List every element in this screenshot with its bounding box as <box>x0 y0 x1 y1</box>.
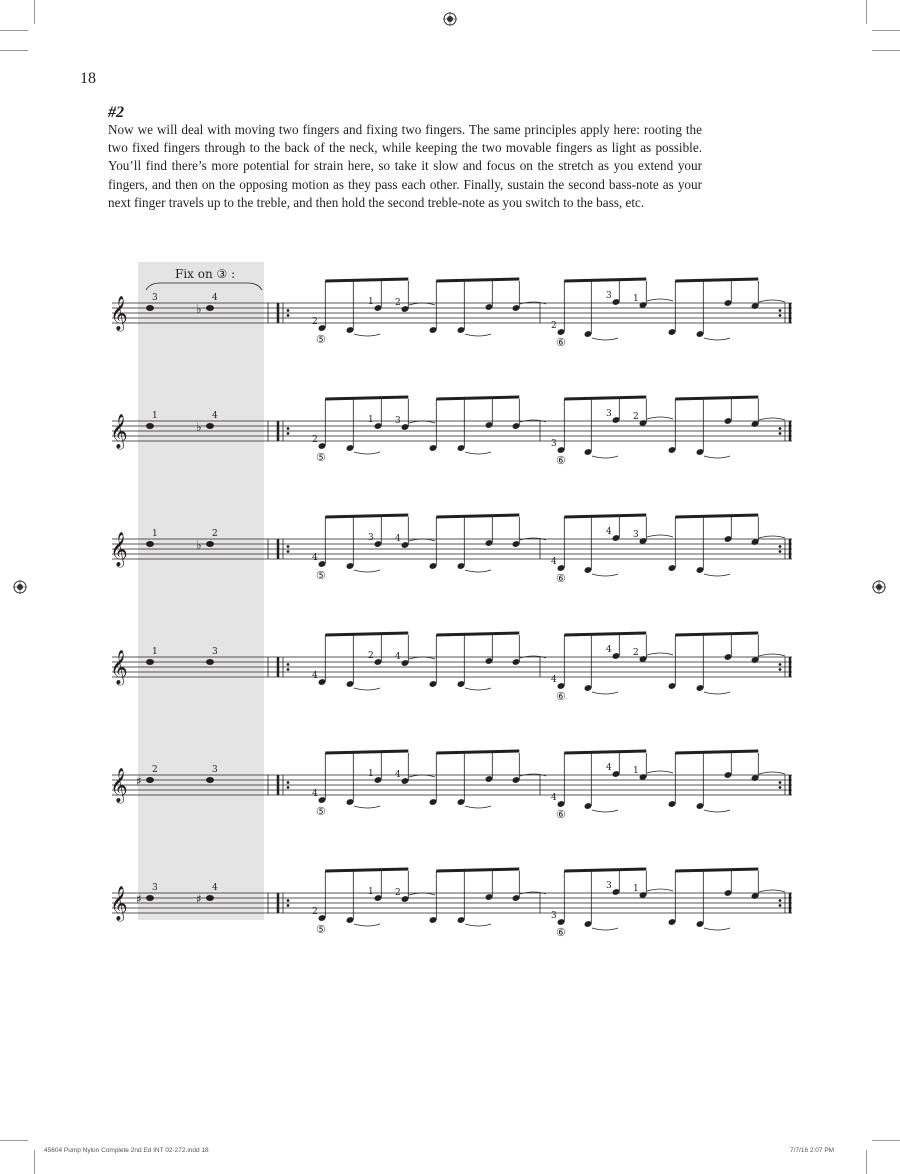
finger-number: 3 <box>212 647 218 657</box>
slug-file-info: 45604 Pump Nylon Complete 2nd Ed INT 02-272.indd 18 <box>44 1147 209 1154</box>
tie <box>647 889 673 891</box>
repeat-dot <box>287 904 290 907</box>
finger-number: 2 <box>395 888 401 898</box>
tie <box>592 574 618 576</box>
tie <box>592 928 618 930</box>
finger-number: 2 <box>152 765 158 775</box>
registration-mark-icon <box>443 12 457 26</box>
finger-number: 4 <box>606 763 612 773</box>
repeat-dot <box>779 781 782 784</box>
string-circle: ⑥ <box>556 808 566 821</box>
finger-number: 4 <box>212 883 218 893</box>
crop-mark <box>872 50 900 51</box>
tie <box>759 536 785 538</box>
finger-number: 3 <box>212 765 218 775</box>
beam <box>325 515 408 517</box>
tie <box>592 338 618 340</box>
finger-number: 2 <box>551 321 557 331</box>
fix-note <box>146 659 154 665</box>
tie <box>647 299 673 301</box>
string-circle: ⑥ <box>556 336 566 349</box>
accidental: ♭ <box>196 538 202 552</box>
beam <box>564 279 646 281</box>
fix-note <box>206 659 214 665</box>
tie <box>759 300 785 302</box>
repeat-dot <box>779 550 782 553</box>
finger-number: 2 <box>368 651 374 661</box>
section-heading: #2 <box>108 104 124 121</box>
tie <box>759 772 785 774</box>
repeat-dot <box>779 314 782 317</box>
finger-number: 4 <box>312 553 318 563</box>
finger-number: 3 <box>368 533 374 543</box>
tie <box>465 452 491 454</box>
treble-clef-icon: 𝄞 <box>110 768 128 803</box>
repeat-dot <box>287 427 290 430</box>
finger-number: 1 <box>152 529 158 539</box>
finger-number: 2 <box>633 648 639 658</box>
tie <box>647 653 673 655</box>
repeat-dot <box>287 550 290 553</box>
tie <box>759 654 785 656</box>
beam <box>325 279 408 281</box>
finger-number: 3 <box>606 409 612 419</box>
finger-number: 1 <box>368 415 374 425</box>
crop-mark <box>34 0 35 24</box>
accidental: ♯ <box>196 892 202 906</box>
finger-number: 4 <box>606 527 612 537</box>
string-circle: ⑥ <box>556 690 566 703</box>
string-circle: ⑤ <box>316 333 326 346</box>
tie <box>759 890 785 892</box>
crop-mark <box>866 1150 867 1174</box>
beam <box>325 751 408 753</box>
finger-number: 3 <box>606 881 612 891</box>
repeat-dot <box>779 663 782 666</box>
fix-note <box>206 895 214 901</box>
beam <box>436 279 519 281</box>
beam <box>675 279 758 281</box>
finger-number: 4 <box>312 789 318 799</box>
finger-number: 4 <box>212 293 218 303</box>
treble-clef-icon: 𝄞 <box>110 886 128 921</box>
finger-number: 1 <box>633 294 639 304</box>
fix-note <box>146 541 154 547</box>
beam <box>436 751 519 753</box>
treble-clef-icon: 𝄞 <box>110 650 128 685</box>
finger-number: 2 <box>212 529 218 539</box>
tie <box>354 452 380 454</box>
repeat-dot <box>779 786 782 789</box>
finger-number: 2 <box>312 907 318 917</box>
finger-number: 1 <box>368 769 374 779</box>
tie <box>704 456 730 458</box>
repeat-dot <box>287 668 290 671</box>
tie <box>465 924 491 926</box>
finger-number: 4 <box>551 675 557 685</box>
string-circle: ⑤ <box>316 451 326 464</box>
crop-mark <box>0 1140 28 1141</box>
tie <box>354 334 380 336</box>
beam <box>564 751 646 753</box>
string-circle: ⑥ <box>556 454 566 467</box>
finger-number: 1 <box>368 887 374 897</box>
finger-number: 3 <box>606 291 612 301</box>
accidental: ♭ <box>196 420 202 434</box>
string-circle: ⑥ <box>556 926 566 939</box>
fix-note <box>206 305 214 311</box>
finger-number: 2 <box>633 412 639 422</box>
tie <box>354 570 380 572</box>
fix-note <box>206 541 214 547</box>
finger-number: 3 <box>395 416 401 426</box>
tie <box>647 771 673 773</box>
tie <box>704 928 730 930</box>
tie <box>592 810 618 812</box>
finger-number: 2 <box>312 317 318 327</box>
repeat-dot <box>287 309 290 312</box>
music-notation <box>0 250 900 950</box>
repeat-dot <box>287 781 290 784</box>
repeat-dot <box>779 668 782 671</box>
tie <box>465 334 491 336</box>
fix-note <box>206 423 214 429</box>
accidental: ♯ <box>136 774 142 788</box>
tie <box>592 692 618 694</box>
repeat-dot <box>287 432 290 435</box>
repeat-dot <box>287 545 290 548</box>
tie <box>759 418 785 420</box>
tie <box>592 456 618 458</box>
tie <box>647 417 673 419</box>
tie <box>704 692 730 694</box>
finger-number: 3 <box>551 439 557 449</box>
finger-number: 1 <box>152 411 158 421</box>
finger-number: 1 <box>368 297 374 307</box>
tie <box>354 688 380 690</box>
repeat-dot <box>779 432 782 435</box>
crop-mark <box>866 0 867 24</box>
beam <box>564 515 646 517</box>
crop-mark <box>872 30 900 31</box>
finger-number: 4 <box>395 652 401 662</box>
intro-paragraph: Now we will deal with moving two fingers and fixing two fingers. The same principles apply here: rooting the two fixed fingers through to the back of the neck, while keeping the two movable fingers as light as possible. You’ll find there’s more potential for strain here, so take it slow and focus on the stretch as you extend your fingers, and then on the opposing motion as they pass each other. Finally, sustain the second bass-note as your next finger travels up to the treble, and then hold the second treble-note as you switch to the bass, etc. <box>108 122 702 210</box>
repeat-dot <box>779 904 782 907</box>
repeat-dot <box>779 309 782 312</box>
finger-number: 2 <box>395 298 401 308</box>
beam <box>675 515 758 517</box>
repeat-dot <box>287 663 290 666</box>
finger-number: 3 <box>633 530 639 540</box>
fix-band <box>138 262 264 920</box>
beam <box>436 869 519 871</box>
tie <box>354 924 380 926</box>
fix-note <box>146 777 154 783</box>
repeat-dot <box>779 899 782 902</box>
finger-number: 4 <box>606 645 612 655</box>
crop-mark <box>872 1140 900 1141</box>
finger-number: 3 <box>551 911 557 921</box>
finger-number: 4 <box>312 671 318 681</box>
tie <box>465 688 491 690</box>
tie <box>704 810 730 812</box>
tie <box>704 574 730 576</box>
crop-mark <box>34 1150 35 1174</box>
fix-note <box>146 423 154 429</box>
beam <box>325 397 408 399</box>
finger-number: 1 <box>633 884 639 894</box>
tie <box>704 338 730 340</box>
accidental: ♯ <box>136 892 142 906</box>
tie <box>647 535 673 537</box>
fix-note <box>146 895 154 901</box>
fix-note <box>146 305 154 311</box>
treble-clef-icon: 𝄞 <box>110 296 128 331</box>
finger-number: 4 <box>551 557 557 567</box>
beam <box>675 397 758 399</box>
string-circle: ⑥ <box>556 572 566 585</box>
beam <box>564 633 646 635</box>
string-circle: ⑤ <box>316 569 326 582</box>
beam <box>436 515 519 517</box>
repeat-dot <box>287 314 290 317</box>
tie <box>354 806 380 808</box>
repeat-dot <box>779 545 782 548</box>
finger-number: 4 <box>212 411 218 421</box>
page-number: 18 <box>80 70 96 87</box>
tie <box>465 806 491 808</box>
beam <box>564 869 646 871</box>
finger-number: 3 <box>152 883 158 893</box>
finger-number: 4 <box>395 534 401 544</box>
finger-number: 2 <box>312 435 318 445</box>
fix-on-label: Fix on ③ : <box>175 267 236 281</box>
treble-clef-icon: 𝄞 <box>110 414 128 449</box>
beam <box>325 633 408 635</box>
fix-note <box>206 777 214 783</box>
tie <box>465 570 491 572</box>
finger-number: 4 <box>551 793 557 803</box>
repeat-dot <box>779 427 782 430</box>
repeat-dot <box>287 786 290 789</box>
beam <box>564 397 646 399</box>
string-circle: ⑤ <box>316 923 326 936</box>
beam <box>675 751 758 753</box>
beam <box>436 397 519 399</box>
slug-date: 7/7/16 2:07 PM <box>790 1147 835 1154</box>
repeat-dot <box>287 899 290 902</box>
crop-mark <box>0 50 28 51</box>
beam <box>325 869 408 871</box>
beam <box>436 633 519 635</box>
beam <box>675 633 758 635</box>
beam <box>675 869 758 871</box>
crop-mark <box>0 30 28 31</box>
string-circle: ⑤ <box>316 805 326 818</box>
finger-number: 3 <box>152 293 158 303</box>
finger-number: 4 <box>395 770 401 780</box>
finger-number: 1 <box>152 647 158 657</box>
treble-clef-icon: 𝄞 <box>110 532 128 567</box>
accidental: ♭ <box>196 302 202 316</box>
finger-number: 1 <box>633 766 639 776</box>
